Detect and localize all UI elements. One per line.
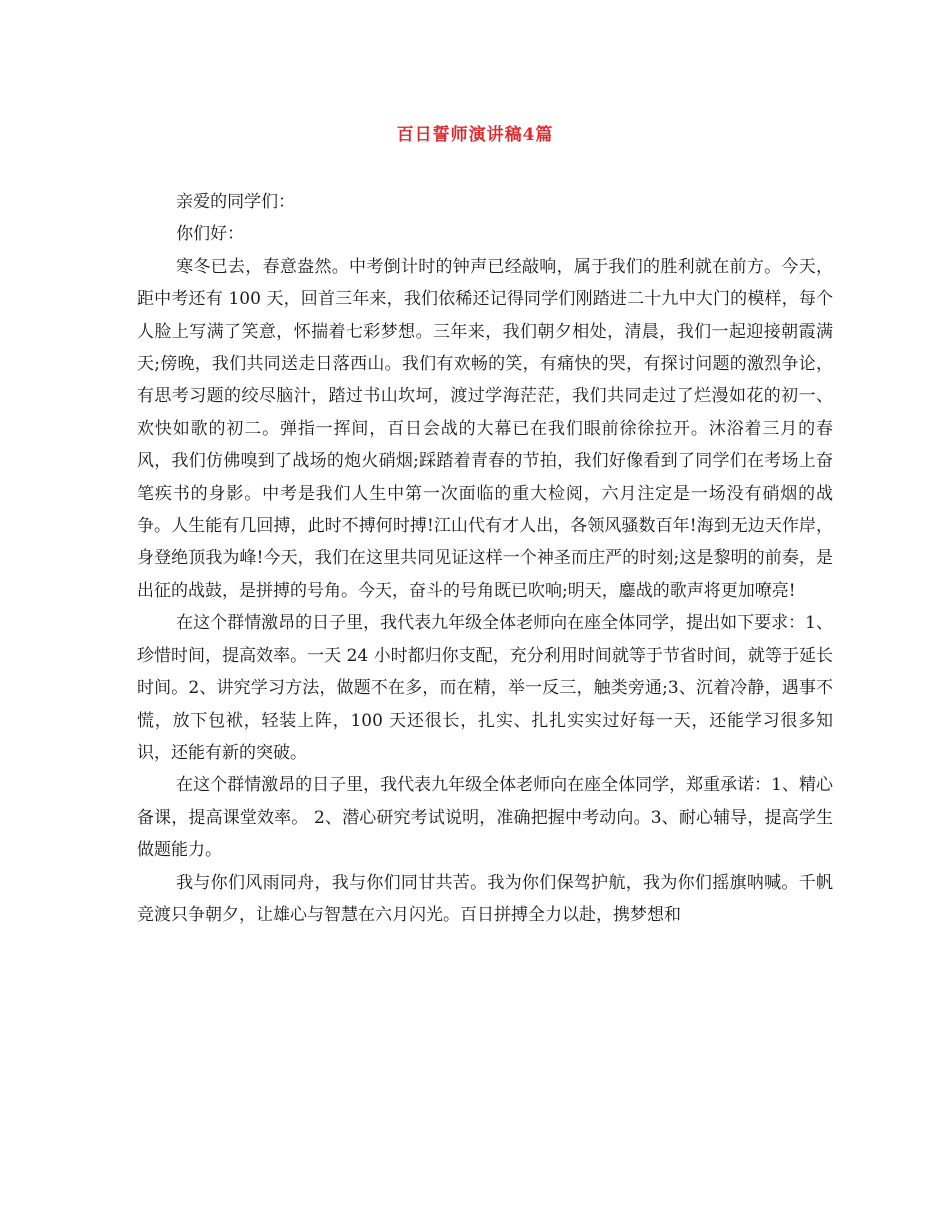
body-paragraph: 在这个群情激昂的日子里，我代表九年级全体老师向在座全体同学，郑重承诺：1、精心备课，提高课堂效率。 2、潜心研究考试说明，准确把握中考动向。3、耐心辅导，提高学生做题能力。 [137, 775, 833, 861]
body-paragraph: 寒冬已去，春意盎然。中考倒计时的钟声已经敲响，属于我们的胜利就在前方。今天，距中考还有 100 天，回首三年来，我们依稀还记得同学们刚踏进二十九中大门的模样，每个人脸上写满了笑意，怀揣着七彩梦想。三年来，我们朝夕相处，清晨，我们一起迎接朝霞满天;傍晚，我们共同送走日落西山。我们有欢畅的笑，有痛快的哭，有探讨问题的激烈争论，有思考习题的绞尽脑汁，踏过书山坎坷，渡过学海茫茫，我们共同走过了烂漫如花的初一、欢快如歌的初二。弹指一挥间，百日会战的大幕已在我们眼前徐徐拉开。沐浴着三月的春风，我们仿佛嗅到了战场的炮火硝烟;踩踏着青春的节拍，我们好像看到了同学们在考场上奋笔疾书的身影。中考是我们人生中第一次面临的重大检阅，六月注定是一场没有硝烟的战争。人生能有几回搏，此时不搏何时搏!江山代有才人出，各领风骚数百年!海到无边天作岸，身登绝顶我为峰!今天，我们在这里共同见证这样一个神圣而庄严的时刻;这是黎明的前奏，是出征的战鼓，是拼搏的号角。今天，奋斗的号角既已吹响;明天，鏖战的歌声将更加嘹亮! [137, 256, 833, 601]
body-paragraph: 我与你们风雨同舟，我与你们同甘共苦。我为你们保驾护航，我为你们摇旗呐喊。千帆竞渡只争朝夕，让雄心与智慧在六月闪光。百日拼搏全力以赴，携梦想和 [137, 872, 833, 925]
greeting: 你们好： [176, 224, 245, 245]
document-body [137, 186, 833, 931]
body-paragraph: 在这个群情激昂的日子里，我代表九年级全体老师向在座全体同学，提出如下要求：1、珍惜时间，提高效率。一天 24 小时都归你支配，充分利用时间就等于节省时间，就等于延长时间。2、讲究学习方法，做题不在多，而在精，举一反三，触类旁通;3、沉着冷静，遇事不慌，放下包袱，轻装上阵，100 天还很长，扎实、扎扎实实过好每一天，还能学习很多知识，还能有新的突破。 [137, 613, 833, 763]
salutation: 亲爱的同学们： [176, 192, 296, 212]
document-title: 百日誓师演讲稿4篇 [396, 125, 554, 145]
